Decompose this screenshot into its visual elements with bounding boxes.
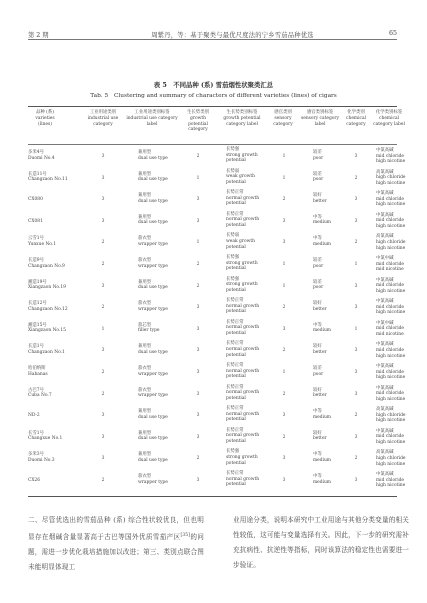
cell-industrial-category: 3 [101,434,105,440]
cell-variety: 湘造19号 Xiangzaon No.19 [28,279,66,291]
cell-growth-category: 2 [196,154,200,159]
cell-chemical-category: 2 [354,413,358,419]
cell-sensory-category: 1 [282,262,286,267]
cell-industrial-label: 兼用型 dual use type [138,452,168,463]
cell-sensory-label: 中等 medium [313,322,331,334]
body-column-left [28,513,204,575]
cell-chemical-category: 3 [354,434,358,440]
cell-sensory-category: 3 [282,478,286,483]
cell-chemical-label: 高氯高碱 high chloride high nicotine [376,234,406,251]
cell-sensory-category: 3 [282,218,286,224]
cell-chemical-label: 中氯高碱 mid chloride high nicotine [376,191,406,208]
cell-sensory-category: 1 [282,154,286,159]
table-row [0,471,427,492]
cell-industrial-label: 茄衣型 wrapper type [138,387,168,399]
cell-chemical-label: 中氯高碱 mid chloride high nicotine [376,428,406,445]
cell-chemical-category: 3 [354,197,358,203]
cell-variety: 长造1号 Changzaon No.1 [28,344,65,355]
table-caption-en: Tab. 5 Clustering and summary of characters of different varieties (lines) of cigars [90,93,337,99]
cell-variety: 长雪1号 Changxue No.1 [28,430,63,442]
cell-sensory-category: 2 [282,391,286,397]
cell-sensory-category: 3 [282,413,286,419]
cell-industrial-category: 3 [101,197,105,203]
col-header-sensory-label: 感官类别标签 sensory category label [300,110,340,127]
cell-growth-category: 2 [196,456,200,462]
page-number: 65 [388,30,397,37]
header-rule [28,39,397,40]
table-row [0,212,427,233]
cell-industrial-category: 2 [101,240,105,246]
cell-industrial-category: 2 [101,391,105,397]
cell-sensory-label: 较差 poor [313,366,324,377]
cell-chemical-label: 中氯高碱 mid chloride high nicotine [376,364,406,381]
cell-sensory-category: 3 [282,326,286,332]
cell-chemical-label: 高氯高碱 high chloride high nicotine [376,169,406,186]
cell-sensory-category: 3 [282,456,286,462]
cell-growth-category: 3 [196,434,200,440]
col-header-variety: 品种 (系) varieties (lines) [35,110,55,127]
cell-sensory-label: 较差 poor [313,258,324,269]
cell-chemical-category: 2 [354,240,358,246]
cell-industrial-label: 茄衣型 wrapper type [138,366,168,377]
cell-growth-category: 3 [196,305,200,311]
cell-variety: CX26 [28,478,41,483]
col-header-chemical-label: 化学类别标签 chemical category label [373,110,405,127]
cell-growth-category: 3 [196,218,200,224]
table-row [0,385,427,406]
cell-growth-category: 3 [196,391,200,397]
cell-industrial-label: 兼用型 dual use type [138,430,168,442]
cell-chemical-category: 1 [354,262,358,267]
cell-growth-category: 3 [196,478,200,483]
cell-sensory-category: 2 [282,348,286,354]
cell-industrial-category: 3 [101,175,105,181]
table-caption-zh: 表 5 不同品种 (系) 雪茄烟性状聚类汇总 [153,81,274,89]
cell-sensory-label: 中等 medium [313,236,331,247]
cell-growth-label: 长势正常 normal growth potential [226,406,260,423]
cell-chemical-category: 3 [354,348,358,354]
cell-growth-category: 3 [196,370,200,375]
cell-sensory-label: 较差 poor [313,150,324,161]
cell-industrial-label: 茄衣型 wrapper type [138,236,168,247]
cell-variety: 长造9号 Changzaon No.9 [28,258,65,269]
col-header-chemical: 化学类别 chemical category [346,110,366,127]
cell-growth-category: 2 [196,283,200,289]
cell-variety: 长造12号 Changzaon No.12 [28,301,68,312]
cell-growth-label: 长势强 strong growth potential [226,147,258,164]
body-column-right: 业用途分类，说明本研究中工业用途与其他分类变量的相关性较低，这可能与变量选择有关。因此，下一步的研究需补充抗病性、抗逆性等指标，同时该算法的稳定性也需要进一步验证。 [233,516,409,569]
cell-industrial-label: 茄衣型 wrapper type [138,258,168,269]
cell-sensory-label: 中等 medium [313,452,331,463]
table-bottom-rule [28,496,397,497]
cell-growth-label: 长势正常 normal growth potential [226,384,260,401]
cell-variety: 湘造15号 Xiangzaon No.15 [28,322,66,334]
cell-sensory-category: 3 [282,240,286,246]
cell-industrial-label: 茄芯型 filler type [138,322,160,334]
cell-chemical-category: 3 [354,305,358,311]
cell-growth-label: 长势正常 normal growth potential [226,190,260,207]
cell-chemical-label: 中氯高碱 mid chloride high nicotine [376,342,406,359]
cell-sensory-label: 较好 better [313,387,327,399]
cell-growth-label: 长势正常 normal growth potential [226,211,260,228]
cell-sensory-label: 中等 medium [313,474,331,485]
cell-variety: 云雪1号 Yunxue No.1 [28,236,57,247]
cell-chemical-label: 高氯高碱 high chloride high nicotine [376,450,406,467]
table-row [0,190,427,211]
cell-growth-label: 长势弱 weak growth potential [226,233,255,250]
cell-chemical-category: 2 [354,175,358,181]
cell-growth-category: 3 [196,326,200,332]
cell-sensory-label: 中等 medium [313,214,331,226]
cell-variety: CX081 [28,218,43,224]
table-row [0,406,427,427]
cell-industrial-category: 2 [101,305,105,311]
cell-sensory-category: 2 [282,305,286,311]
cell-growth-label: 长势强 strong growth potential [226,255,258,272]
table-row [0,341,427,362]
table-row [0,298,427,319]
cell-growth-label: 长势正常 normal growth potential [226,471,260,488]
cell-variety: 古巴7号 Cuba No.7 [28,387,52,399]
cell-industrial-label: 茄衣型 wrapper type [138,474,168,485]
cell-industrial-category: 3 [101,218,105,224]
cell-sensory-label: 较好 better [313,193,327,204]
body-text-left-part2: 的问题，需进一步优化栽培措施加以改进；第三、类别点联合图未能明显体现工 [28,533,204,572]
table-row [0,320,427,341]
cell-chemical-label: 中氯高碱 mid chloride high nicotine [376,385,406,402]
col-header-growth-label: 生长势类别标签 growth potential category label [223,110,261,127]
table-header [0,110,427,144]
cell-growth-label: 长势强 strong growth potential [226,449,258,466]
cell-variety: ND-2 [28,413,40,419]
table-row [0,277,427,298]
cell-chemical-category: 3 [354,370,358,375]
cell-chemical-category: 3 [354,391,358,397]
body-text-left-part1: 二、尽管优选出的雪茄品种 (系) 综合性状较优良，但也明显存在烟碱含量显著高于古巴等国外优质雪茄产区 [28,516,204,542]
cell-variety: 多米4号 Duomi No.4 [28,150,55,161]
cell-sensory-label: 较好 better [313,301,327,312]
cell-growth-label: 长势弱 weak growth potential [226,168,255,185]
cell-growth-label: 长势强 strong growth potential [226,276,258,293]
cell-sensory-category: 1 [282,175,286,181]
cell-industrial-label: 兼用型 dual use type [138,171,168,183]
issue-number: 第 2 期 [28,32,49,39]
citation-ref: [35] [180,533,191,538]
cell-sensory-category: 1 [282,370,286,375]
cell-chemical-category: 3 [354,154,358,159]
table-header-rule [28,144,397,145]
cell-chemical-category: 3 [354,478,358,483]
cell-chemical-category: 3 [354,283,358,289]
cell-growth-category: 1 [196,240,200,246]
cell-growth-label: 长势正常 normal growth potential [226,427,260,444]
cell-industrial-label: 兼用型 dual use type [138,409,168,420]
cell-sensory-label: 较好 better [313,430,327,442]
col-header-industrial: 工业用途类别 industrial use category [87,110,119,127]
table-top-rule [28,106,397,107]
cell-sensory-label: 较好 better [313,344,327,355]
cell-industrial-category: 2 [101,370,105,375]
cell-chemical-category: 3 [354,218,358,224]
col-header-industrial-label: 工业用途类别标签 industrial use category label [126,110,178,127]
cell-industrial-label: 兼用型 dual use type [138,279,168,291]
cell-variety: 长造11号 Changzaon No.11 [28,171,68,183]
cell-variety: CX080 [28,197,43,203]
cell-variety: 多米3号 Duomi No.3 [28,452,55,463]
cell-growth-label: 长势正常 normal growth potential [226,298,260,315]
cell-sensory-label: 较差 poor [313,279,324,291]
cell-industrial-label: 兼用型 dual use type [138,193,168,204]
cell-sensory-category: 2 [282,197,286,203]
cell-growth-label: 长势正常 normal growth potential [226,363,260,380]
cell-variety: 哈伯纳斯 Habanas [28,366,48,377]
col-header-sensory: 感官类别 sensory category [273,110,293,127]
cell-sensory-category: 1 [282,283,286,289]
cell-chemical-label: 高氯高碱 high chloride high nicotine [376,407,406,424]
cell-industrial-label: 兼用型 dual use type [138,344,168,355]
running-title: 周紫丹，等：基于聚类与最优尺度法的宁乡雪茄品种优选 [151,32,314,39]
table-row [0,449,427,470]
cell-chemical-label: 中氯中碱 mid chloride mid nicotine [376,320,405,337]
cell-chemical-category: 2 [354,456,358,462]
cell-industrial-category: 2 [101,262,105,267]
cell-growth-category: 2 [196,262,200,267]
cell-chemical-label: 中氯中碱 mid chloride mid nicotine [376,256,405,273]
cell-industrial-label: 兼用型 dual use type [138,150,168,161]
cell-chemical-label: 中氯高碱 mid chloride high nicotine [376,299,406,316]
table-row [0,147,427,168]
cell-industrial-label: 茄衣型 wrapper type [138,301,168,312]
cell-industrial-category: 3 [101,154,105,159]
cell-sensory-label: 中等 medium [313,409,331,420]
table-row [0,363,427,384]
table-row [0,169,427,190]
cell-industrial-category: 3 [101,456,105,462]
cell-growth-category: 3 [196,197,200,203]
cell-industrial-label: 兼用型 dual use type [138,214,168,226]
cell-chemical-category: 1 [354,326,358,332]
cell-growth-category: 3 [196,413,200,419]
table-row [0,255,427,276]
cell-chemical-label: 中氯高碱 mid chloride high nicotine [376,472,406,489]
cell-sensory-category: 2 [282,434,286,440]
cell-industrial-category: 3 [101,283,105,289]
cell-growth-label: 长势正常 normal growth potential [226,319,260,336]
cell-industrial-category: 3 [101,413,105,419]
table-row [0,428,427,449]
cell-chemical-label: 中氯高碱 mid chloride high nicotine [376,212,406,229]
cell-growth-label: 长势正常 normal growth potential [226,341,260,358]
cell-industrial-category: 1 [101,326,105,332]
table-row [0,233,427,254]
cell-chemical-label: 中氯高碱 mid chloride high nicotine [376,148,406,165]
cell-chemical-label: 中氯高碱 mid chloride high nicotine [376,277,406,294]
cell-growth-category: 3 [196,348,200,354]
cell-industrial-category: 2 [101,478,105,483]
cell-industrial-category: 3 [101,348,105,354]
cell-growth-category: 1 [196,175,200,181]
col-header-growth: 生长势类别 growth potential category [187,110,209,133]
cell-sensory-label: 较差 poor [313,171,324,183]
